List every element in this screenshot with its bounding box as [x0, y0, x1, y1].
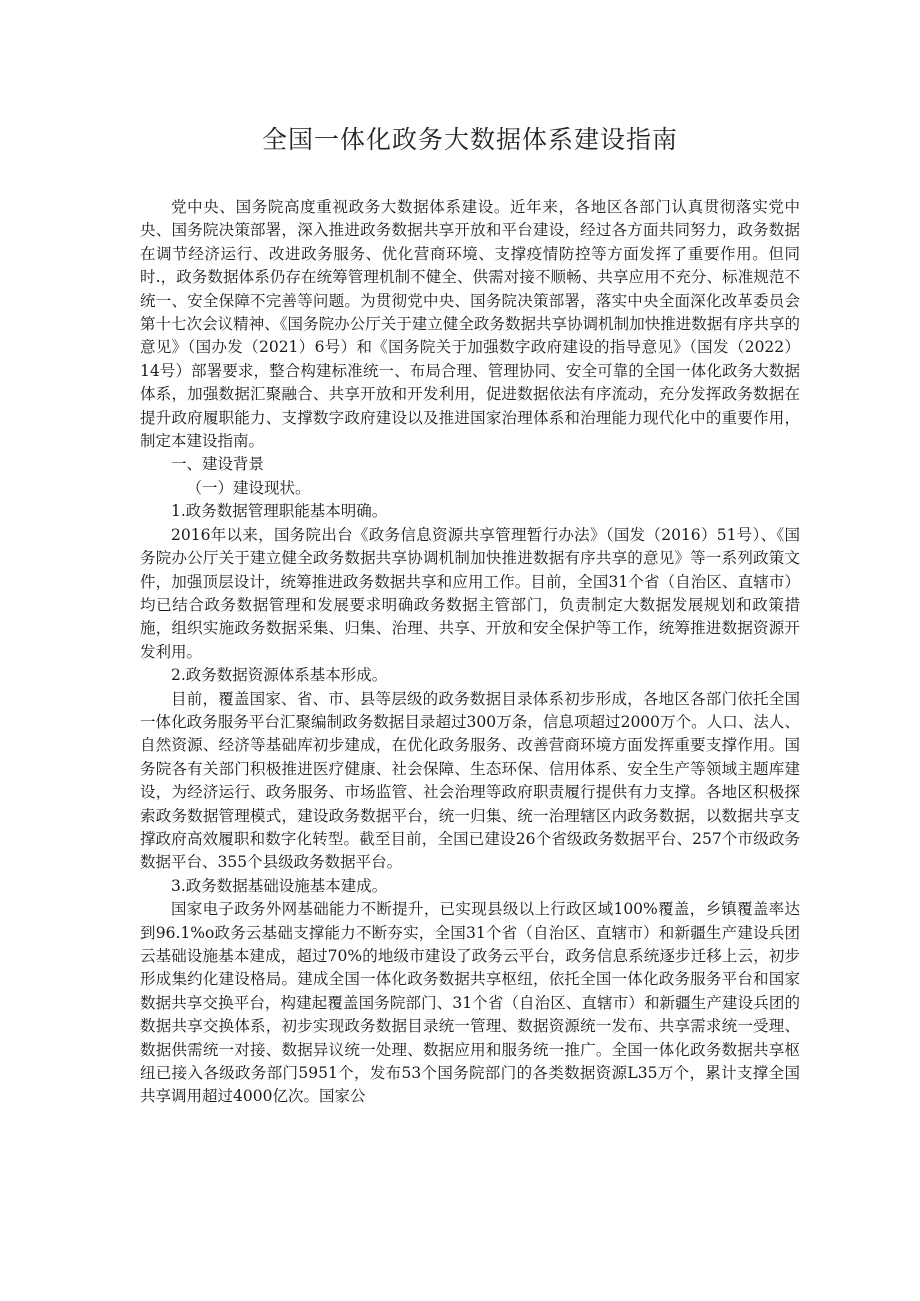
document-page [140, 120, 800, 1109]
section-heading: 一、建设背景 [171, 455, 265, 474]
document-title: 全国一体化政务大数据体系建设指南 [261, 125, 678, 154]
item-heading: 1.政务数据管理职能基本明确。 [171, 502, 388, 521]
item-heading: 2.政务数据资源体系基本形成。 [171, 666, 388, 685]
subsection-heading: （一）建设现状。 [186, 478, 311, 497]
item-paragraph: 2016年以来，国务院出台《政务信息资源共享管理暂行办法》（国发（2016）51号）、《国务院办公厅关于建立健全政务数据共享协调机制加快推进数据有序共享的意见》等一系列政策文件，加强顶层设计，统筹推进政务数据共享和应用工作。目前，全国31个省（自治区、直辖市）均已结合政务数据管理和发展要求明确政务数据主管部门，负责制定大数据发展规划和政策措施，组织实施政务数据采集、归集、治理、共享、开放和安全保护等工作，统筹推进数据资源开发利用。 [140, 525, 800, 661]
item-heading: 3.政务数据基础设施基本建成。 [171, 876, 388, 895]
intro-paragraph: 党中央、国务院高度重视政务大数据体系建设。近年来，各地区各部门认真贯彻落实党中央、国务院决策部署，深入推进政务数据共享开放和平台建设，经过各方面共同努力，政务数据在调节经济运行、改进政务服务、优化营商环境、支撑疫情防控等方面发挥了重要作用。但同时.，政务数据体系仍存在统筹管理机制不健全、供需对接不顺畅、共享应用不充分、标准规范不统一、安全保障不完善等问题。为贯彻党中央、国务院决策部署，落实中央全面深化改革委员会第十七次会议精神、《国务院办公厅关于建立健全政务数据共享协调机制加快推进数据有序共享的意见》（国办发（2021）6号）和《国务院关于加强数字政府建设的指导意见》（国发（2022）14号）部署要求，整合构建标准统一、布局合理、管理协同、安全可靠的全国一体化政务大数据体系，加强数据汇聚融合、共享开放和开发利用，促进数据依法有序流动，充分发挥政务数据在提升政府履职能力、支撑数字政府建设以及推进国家治理体系和治理能力现代化中的重要作用，制定本建设指南。 [140, 198, 800, 451]
item-paragraph: 目前，覆盖国家、省、市、县等层级的政务数据目录体系初步形成，各地区各部门依托全国一体化政务服务平台汇聚编制政务数据目录超过300万条，信息项超过2000万个。人口、法人、自然资源、经济等基础库初步建成，在优化政务服务、改善营商环境方面发挥重要支撑作用。国务院各有关部门积极推进医疗健康、社会保障、生态环保、信用体系、安全生产等领域主题库建设，为经济运行、政务服务、市场监管、社会治理等政府职责履行提供有力支撑。各地区积极探索政务数据管理模式，建设政务数据平台，统一归集、统一治理辖区内政务数据，以数据共享支撑政府高效履职和数字化转型。截至目前，全国已建设26个省级政务数据平台、257个市级政务数据平台、355个县级政务数据平台。 [140, 689, 800, 872]
item-paragraph: 国家电子政务外网基础能力不断提升，已实现县级以上行政区域100%覆盖，乡镇覆盖率达到96.1%o政务云基础支撑能力不断夯实，全国31个省（自治区、直辖市）和新疆生产建设兵团云基础设施基本建成，超过70%的地级市建设了政务云平台，政务信息系统逐步迁移上云，初步形成集约化建设格局。建成全国一体化政务数据共享枢纽，依托全国一体化政务服务平台和国家数据共享交换平台，构建起覆盖国务院部门、31个省（自治区、直辖市）和新疆生产建设兵团的数据共享交换体系，初步实现政务数据目录统一管理、数据资源统一发布、共享需求统一受理、数据供需统一对接、数据异议统一处理、数据应用和服务统一推广。全国一体化政务数据共享枢纽已接入各级政务部门5951个，发布53个国务院部门的各类数据资源L35万个，累计支撑全国共享调用超过4000亿次。国家公 [140, 900, 800, 1106]
